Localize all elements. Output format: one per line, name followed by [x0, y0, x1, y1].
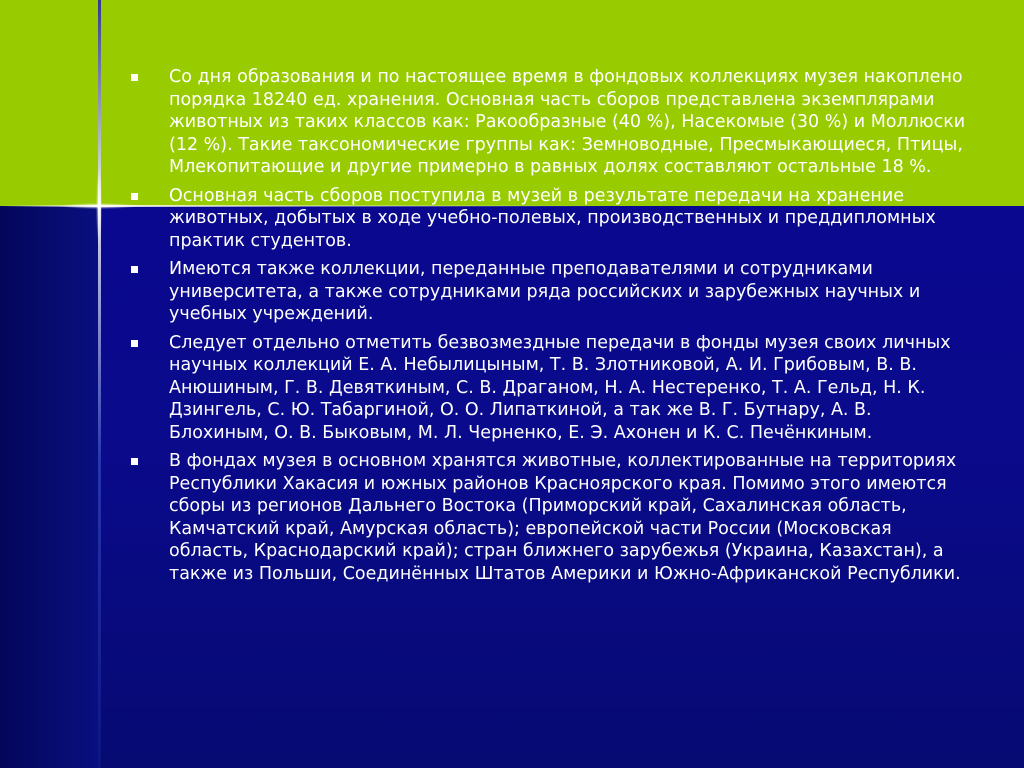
square-bullet-icon	[131, 74, 138, 81]
list-item	[128, 66, 968, 179]
list-item	[128, 185, 968, 253]
square-bullet-icon	[131, 458, 138, 465]
list-item	[128, 332, 968, 445]
slide-body	[128, 66, 968, 591]
list-item	[128, 450, 968, 585]
square-bullet-icon	[131, 266, 138, 273]
paragraph-text: Основная часть сборов поступила в музей в результате передачи на хранение животных, добытых в ходе учебно-полевых, производственных и преддипломных практик студентов.	[169, 185, 936, 251]
vertical-divider-line	[98, 0, 101, 768]
list-item	[128, 258, 968, 326]
paragraph-text: Со дня образования и по настоящее время в фондовых коллекциях музея накоплено порядка 18240 ед. хранения. Основная часть сборов представлена экземплярами животных из таких классов как: Ракообразные (40 %), Насекомые (30 %) и Моллюски (12 %). Такие таксономические группы как: Земноводные, Пресмыкающиеся, Птицы, Млекопитающие и другие примерно в равных долях составляют остальные 18 %.	[169, 67, 966, 177]
paragraph-text: Следует отдельно отметить безвозмездные передачи в фонды музея своих личных научных коллекций Е. А. Небылицыным, Т. В. Злотниковой, А. И. Грибовым, В. В. Анюшиным, Г. В. Девяткиным, С. В. Драганом, Н. А. Нестеренко, Т. А. Гельд, Н. К. Дзингель, С. Ю. Табаргиной, О. О. Липаткиной, а так же В. Г. Бутнару, А. В. Блохиным, О. В. Быковым, М. Л. Черненко, Е. Э. Ахонен и К. С. Печёнкиным.	[169, 332, 951, 443]
paragraph-text: Имеются также коллекции, переданные преподавателями и сотрудниками университета, а также сотрудниками ряда российских и зарубежных научных и учебных учреждений.	[169, 259, 921, 324]
bullet-list	[128, 66, 968, 585]
paragraph-text: В фондах музея в основном хранятся животные, коллектированные на территориях Республики Хакасия и южных районов Красноярского края. Помимо этого имеются сборы из регионов Дальнего Востока (Приморский край, Сахалинская область, Камчатский край, Амурская область); европейской части России (Московская область, Краснодарский край); стран ближнего зарубежья (Украина, Казахстан), а также из Польши, Соединённых Штатов Америки и Южно-Африканской Республики.	[169, 451, 961, 584]
left-dark-strip	[0, 206, 100, 768]
square-bullet-icon	[131, 340, 138, 347]
square-bullet-icon	[131, 193, 138, 200]
